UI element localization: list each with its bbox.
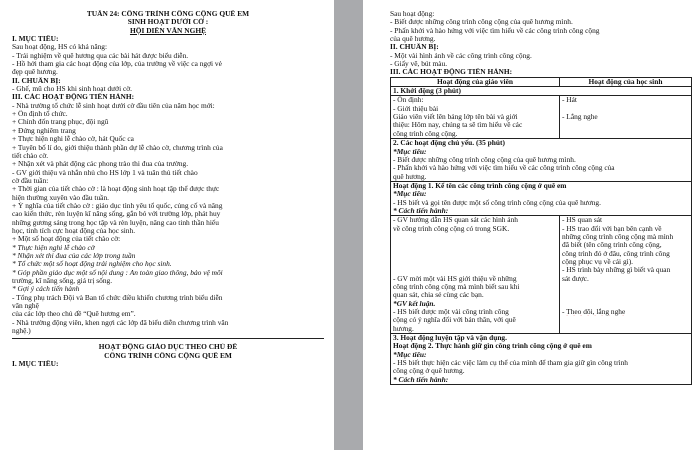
text-line: - Trải nghiệm về quê hương qua các bài hát được biểu diễn.: [12, 51, 189, 60]
text-line: cờ đầu tuần:: [12, 176, 49, 185]
table-row: 1. Khởi động (3 phút): [391, 87, 692, 96]
page-left: [0, 0, 334, 450]
text-line: - HS trình bày những gì biết và quan: [562, 266, 671, 275]
text-line: - Phấn khởi và hào hứng với việc tìm hiểu về các công trình công cộng: [390, 26, 600, 35]
subtitle: SINH HOẠT DƯỚI CỜ :: [127, 18, 209, 27]
text-line: I. MỤC TIÊU:: [12, 35, 59, 44]
text-line: - Ổn định:: [393, 96, 424, 105]
table-cell: [391, 216, 560, 334]
text-line: - Giấy vẽ, bút màu.: [390, 60, 448, 69]
right-intro: [390, 10, 692, 77]
table-cell: [560, 216, 692, 334]
text-line: - Theo dõi, lắng nghe: [562, 308, 626, 317]
text-line: - HS quan sát: [562, 216, 603, 225]
text-line: * Nhận xét thi đua của các lớp trong tuần: [12, 251, 136, 260]
text-line: + Đứng nghiêm trang: [12, 126, 76, 135]
text-line: III. CÁC HOẠT ĐỘNG TIẾN HÀNH:: [390, 68, 513, 77]
text-line: - Biết được những công trình công cộng của quê hương mình.: [390, 18, 573, 27]
text-line: + Chỉnh đốn trang phục, đội ngũ: [12, 118, 109, 127]
text-line: [393, 258, 557, 266]
text-line: *Mục tiêu:: [393, 350, 427, 359]
text-line: *Mục tiêu:: [393, 147, 427, 156]
text-line: đã biết (tên công trình công cộng,: [562, 241, 662, 250]
text-line: - Tổng phụ trách Đội và Ban tổ chức điều khiển chương trình biểu diễn: [12, 293, 223, 302]
text-line: + Thời gian của tiết chào cờ : là hoạt động sinh hoạt tập thể được thực: [12, 185, 220, 194]
table-row: 2. Các hoạt động chủ yếu. (35 phút) *Mục tiêu: - Biết được những công trình công cộng của quê hương mình. - Phấn khởi và hào hứng với việc tìm hiểu về các công trình công cộng của quê hương.: [391, 139, 692, 182]
text-line: Giáo viên viết lên bảng lớp tên bài và giới: [393, 113, 518, 122]
table-row: 3. Hoạt động luyện tập và vận dụng. Hoạt động 2. Thực hành giữ gìn công trình công cộng ở quê em *Mục tiêu: - HS biết thực hiện các việc làm cụ thể của mình để tham gia giữ gìn công trình công cộng ở quê hương. * Cách tiến hành:: [391, 334, 692, 385]
text-line: * Tổ chức một số hoạt động trải nghiệm cho học sinh.: [12, 260, 172, 269]
divider: [12, 338, 324, 339]
text-line: III. CÁC HOẠT ĐỘNG TIẾN HÀNH:: [12, 93, 135, 102]
text-line: II. CHUẨN BỊ:: [390, 43, 439, 52]
text-line: - Một vài hình ảnh về các công trình công cộng.: [390, 51, 532, 60]
text-line: - GV hướng dẫn HS quan sát các hình ảnh: [393, 216, 518, 225]
text-line: cộng phục vụ về cái gì).: [562, 257, 634, 266]
text-line: [562, 105, 689, 113]
text-line: Sau hoạt động, HS có khả năng:: [12, 43, 108, 52]
week-title: TUẦN 24: CÔNG TRÌNH CÔNG CỘNG QUÊ EM: [86, 10, 250, 18]
text-line: của quê hương.: [390, 35, 436, 44]
text-line: công trình công cộng mà mình biết sau khi: [393, 283, 520, 291]
text-line: về công trình công cộng có trong SGK.: [393, 224, 510, 233]
table-cell: [391, 96, 560, 139]
text-line: * Thực hiện nghi lễ chào cờ: [12, 243, 95, 252]
text-line: [562, 291, 689, 299]
text-line: văn nghệ: [12, 302, 39, 311]
text-line: - Nhà trường tổ chức lễ sinh hoạt dưới cờ đầu tiên của năm học mới:: [12, 101, 215, 110]
text-line: hiện thường xuyên vào đầu tuần.: [12, 193, 109, 202]
text-line: - Hồ hởi tham gia các hoạt động của lớp, của trường về việc ca ngợi vẻ: [12, 60, 222, 69]
text-line: * Cách tiến hành:: [393, 206, 449, 215]
left-body: [12, 35, 324, 335]
text-line: Hoạt động 2. Thực hành giữ gìn công trình công cộng ở quê em: [393, 342, 592, 351]
text-line: + Ý nghĩa của tiết chào cờ : giáo dục tình yêu tổ quốc, củng cố và nâng: [12, 201, 223, 210]
text-line: *Mục tiêu:: [393, 190, 427, 199]
text-line: - Lắng nghe: [562, 113, 598, 122]
activity-title: HỘI DIỄN VĂN NGHỆ: [129, 26, 207, 35]
text-line: học, tinh tích cực hoạt động của học sinh.: [12, 226, 136, 235]
text-line: công cộng ở quê hương.: [393, 367, 465, 376]
text-line: công trình đó ở đâu, công trình công: [562, 249, 670, 258]
text-line: trường, kĩ năng sống, giá trị sống.: [12, 277, 113, 285]
text-line: quan sát, chia sẻ cùng các bạn.: [393, 291, 484, 300]
text-line: - GV mời một vài HS giới thiệu về những: [393, 274, 517, 283]
text-line: * Cách tiến hành:: [393, 375, 449, 384]
table-row: Hoạt động 1. Kể tên các công trình công cộng ở quê em *Mục tiêu: - HS biết và gọi tên được một số công trình công cộng của quê hương. * Cách tiến hành:: [391, 181, 692, 215]
text-line: - GV giới thiệu và nhắn nhủ cho HS lớp 1 và tuân thủ tiết chào: [12, 168, 198, 177]
table-header-student: Hoạt động của học sinh: [560, 77, 692, 86]
text-line: - Giới thiệu bài: [393, 104, 439, 113]
text-line: [562, 300, 689, 308]
text-line: + Một số hoạt động của tiết chào cờ:: [12, 235, 121, 244]
text-line: [393, 241, 557, 249]
text-line: - Ghế, mũ cho HS khi sinh hoạt dưới cờ.: [12, 85, 133, 94]
table-cell: [560, 96, 692, 139]
text-line: * Gợi ý cách tiến hành: [12, 285, 80, 294]
text-line: những gương sáng trong học tập và rèn luyện, nâng cao tinh thần hiếu: [12, 218, 219, 227]
text-line: - Biết được những công trình công cộng của quê hương mình.: [393, 155, 576, 164]
activity-table: [390, 77, 692, 385]
text-line: - Phấn khởi và hào hứng với việc tìm hiểu về các công trình công cộng của: [393, 164, 615, 173]
text-line: hương.: [393, 324, 414, 333]
text-line: - HS biết được một vài công trình công: [393, 308, 509, 317]
text-line: + Nhận xét và phát động các phong trào thi đua của trường.: [12, 160, 189, 169]
text-line: sát được.: [562, 274, 589, 283]
text-line: [393, 266, 557, 274]
text-line: - Nhà trường động viên, khen ngợi các lớp đã biểu diễn chương trình văn: [12, 318, 229, 327]
page-right: [363, 0, 700, 450]
text-line: + Thực hiện nghi lễ chào cờ, hát Quốc ca: [12, 135, 134, 144]
section-title: HOẠT ĐỘNG GIÁO DỤC THEO CHỦ ĐỀ: [98, 343, 238, 352]
text-line: Sau hoạt động:: [390, 10, 435, 18]
text-line: + Tuyên bố lí do, giới thiệu thành phần dự lễ chào cờ, chương trình của: [12, 143, 223, 152]
text-line: [393, 250, 557, 258]
text-line: thiệu: Hôm nay, chúng ta sẽ tìm hiểu về các: [393, 121, 523, 130]
text-line: đẹp quê hương.: [12, 68, 58, 77]
text-line: [393, 233, 557, 241]
text-line: cao kiến thức, rèn luyện kĩ năng sống, gắn bó với trường lớp, phát huy: [12, 210, 221, 219]
section-subtitle: CÔNG TRÌNH CÔNG CỘNG QUÊ EM: [104, 351, 232, 360]
text-line: nghệ.): [12, 327, 31, 336]
section-heading: I. MỤC TIÊU:: [12, 360, 59, 369]
text-line: công trình công cộng.: [393, 129, 458, 138]
text-line: - HS biết và gọi tên được một số công trình công cộng của quê hương.: [393, 198, 601, 207]
text-line: - Hát: [562, 96, 577, 105]
text-line: cộng có ý nghĩa đối với bản thân, với quê: [393, 316, 516, 325]
text-line: - HS biết thực hiện các việc làm cụ thể của mình để tham gia giữ gìn công trình: [393, 359, 628, 368]
text-line: + Ổn định tổ chức.: [12, 110, 68, 119]
text-line: của các lớp theo chủ đề “Quê hương em”.: [12, 310, 136, 319]
text-line: * Góp phần giáo dục một số nội dung : An toàn giao thông, bảo vệ môi: [12, 268, 223, 277]
text-line: tiết chào cờ.: [12, 151, 49, 160]
text-line: - HS trao đổi với bạn bên cạnh về: [562, 224, 662, 233]
text-line: *GV kết luận.: [393, 299, 436, 308]
text-line: [562, 283, 689, 291]
text-line: những công trình công cộng mà mình: [562, 232, 674, 241]
table-header-teacher: Hoạt động của giáo viên: [391, 77, 560, 86]
text-line: quê hương.: [393, 172, 427, 181]
text-line: II. CHUẨN BỊ:: [12, 76, 61, 85]
